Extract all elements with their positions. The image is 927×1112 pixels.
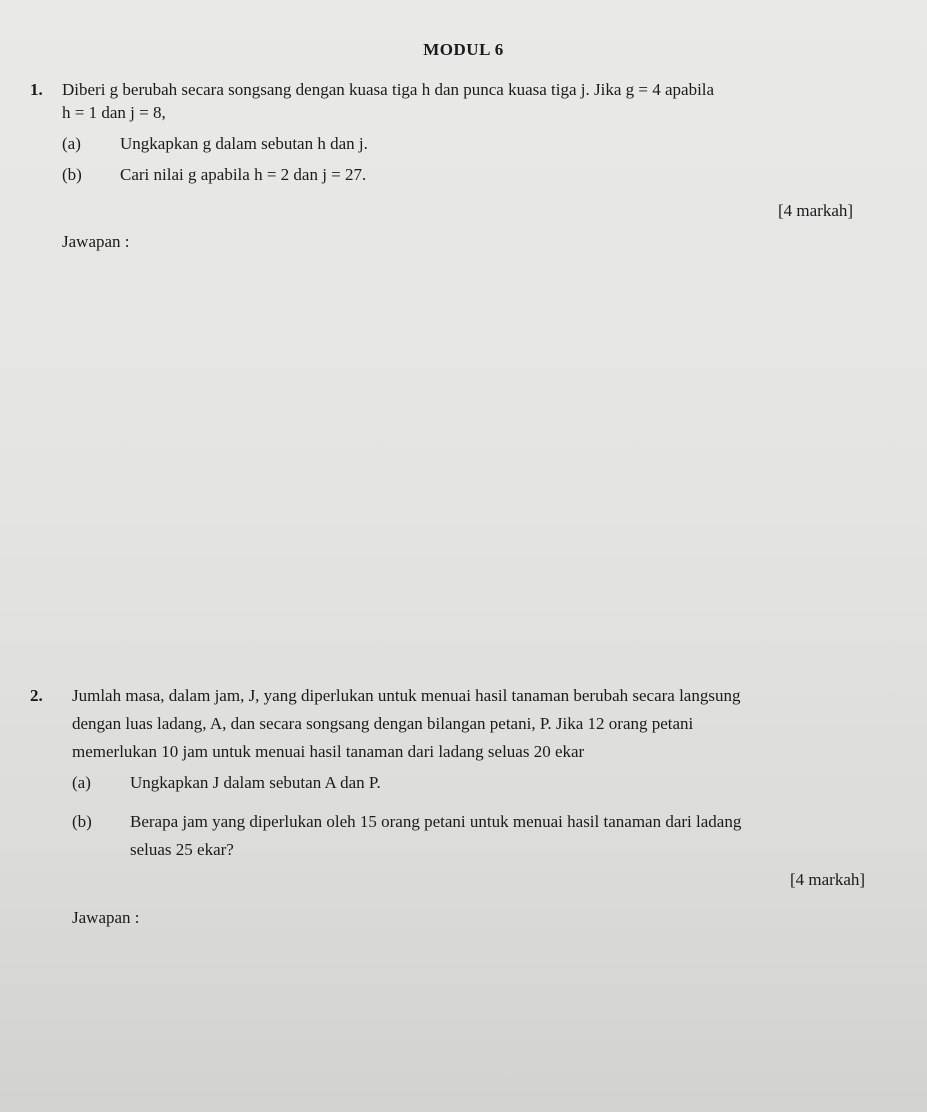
question-1-stem-line-2: h = 1 dan j = 8, [62, 103, 166, 122]
question-2-part-b-text-line-1: Berapa jam yang diperlukan oleh 15 orang petani untuk menuai hasil tanaman dari ladang [130, 812, 742, 831]
question-2-stem-line-3: memerlukan 10 jam untuk menuai hasil tanaman dari ladang seluas 20 ekar [72, 742, 585, 761]
question-2-part-b-label: (b) [72, 812, 92, 831]
question-1-part-a-label: (a) [62, 134, 81, 153]
question-1-answer-space[interactable] [62, 260, 882, 670]
question-2-answer-space[interactable] [72, 935, 892, 1100]
question-2-part-a-text: Ungkapkan J dalam sebutan A dan P. [130, 773, 381, 792]
question-1-stem-line-1: Diberi g berubah secara songsang dengan kuasa tiga h dan punca kuasa tiga j. Jika g = 4 apabila [62, 80, 715, 99]
question-1-marks: [4 markah] [778, 201, 854, 220]
question-2-number: 2. [30, 686, 43, 705]
question-1-answer-label: Jawapan : [62, 232, 130, 251]
question-2-part-a-label: (a) [72, 773, 91, 792]
module-title: MODUL 6 [423, 40, 504, 59]
question-2-answer-label: Jawapan : [72, 908, 140, 927]
question-2-part-b-text-line-2: seluas 25 ekar? [130, 840, 234, 859]
question-2-stem-line-2: dengan luas ladang, A, dan secara songsang dengan bilangan petani, P. Jika 12 orang petani [72, 714, 694, 733]
question-2-stem-line-1: Jumlah masa, dalam jam, J, yang diperlukan untuk menuai hasil tanaman berubah secara langsung [72, 686, 741, 705]
question-2-marks: [4 markah] [790, 870, 866, 889]
question-1-part-b-text: Cari nilai g apabila h = 2 dan j = 27. [120, 165, 367, 184]
question-1-part-b-label: (b) [62, 165, 82, 184]
question-1-number: 1. [30, 80, 43, 99]
question-1-part-a-text: Ungkapkan g dalam sebutan h dan j. [120, 134, 368, 153]
